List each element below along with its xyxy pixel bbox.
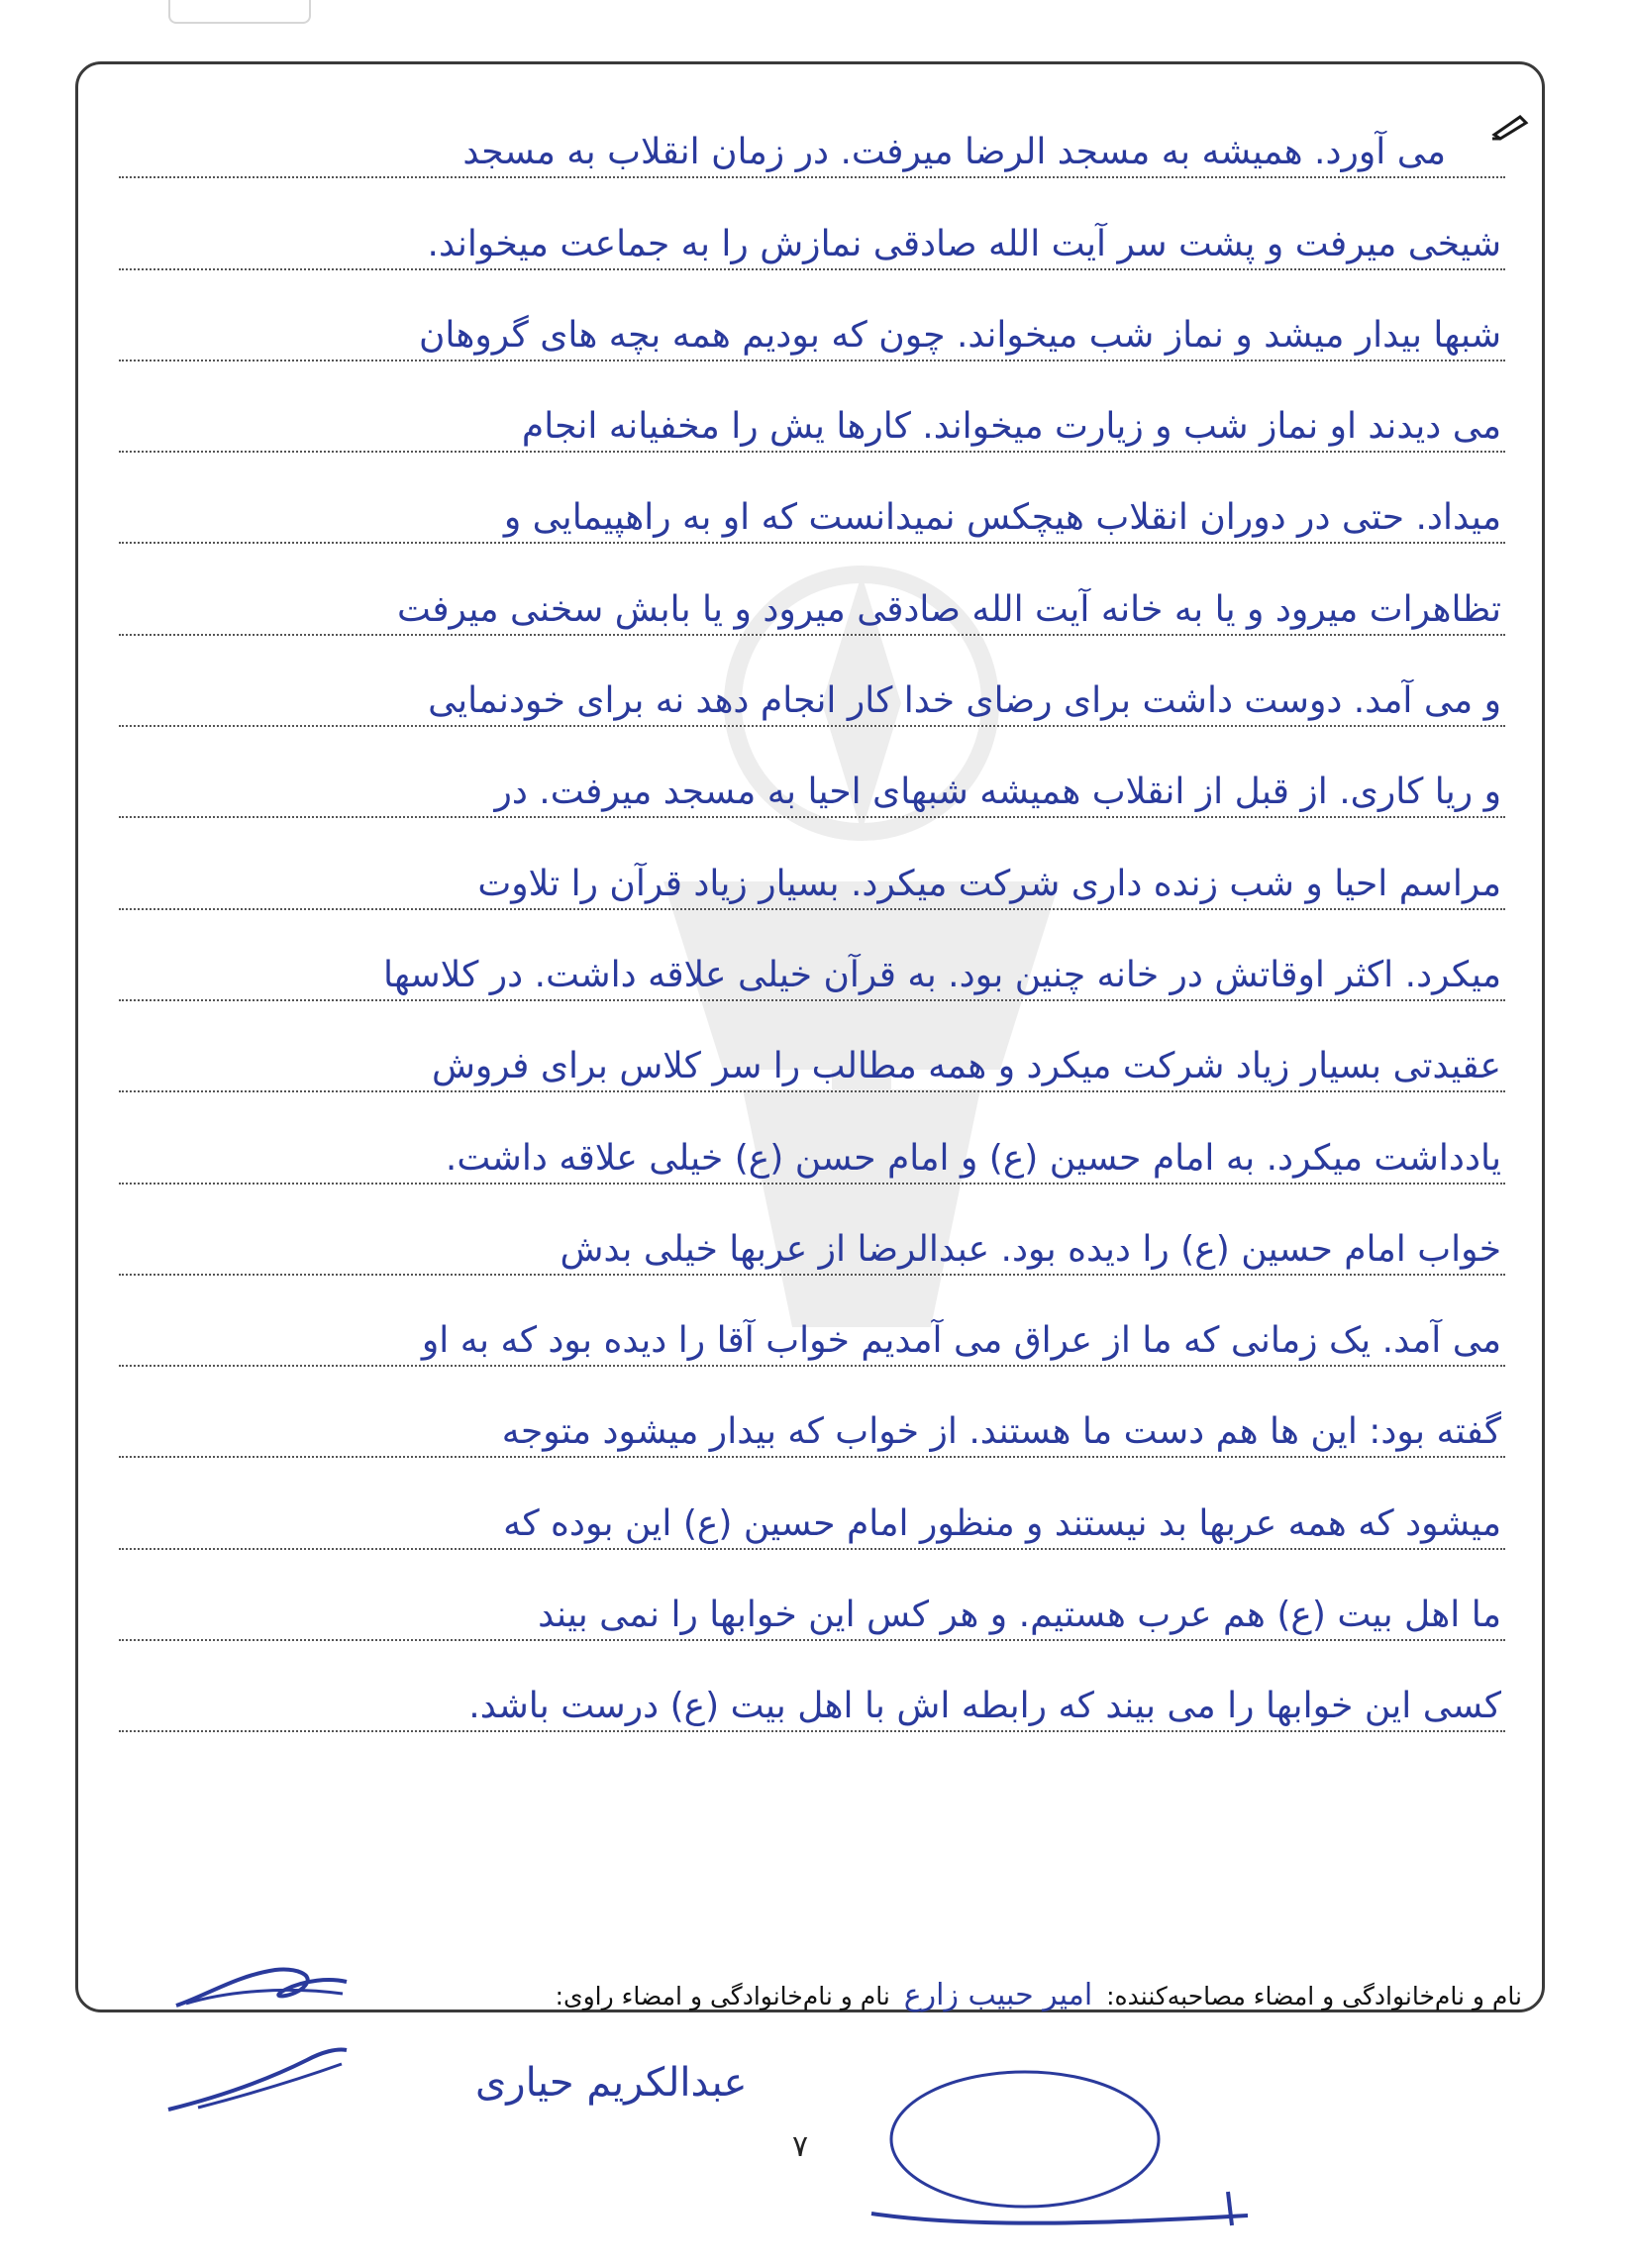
text-line: خواب امام حسین (ع) را دیده بود. عبدالرضا از عربها خیلی بدش bbox=[119, 1206, 1505, 1297]
text-line: میکرد. اکثر اوقاتش در خانه چنین بود. به قرآن خیلی علاقه داشت. در کلاسها bbox=[119, 932, 1505, 1023]
text-line: شیخی میرفت و پشت سر آیت الله صادقی نمازش را به جماعت میخواند. bbox=[119, 200, 1505, 291]
narrator-label: نام و نام‌خانوادگی و امضاء راوی: bbox=[555, 1982, 890, 2010]
text-line: می آورد. همیشه به مسجد الرضا میرفت. در زمان انقلاب به مسجد bbox=[119, 109, 1505, 200]
handwritten-text-area bbox=[119, 109, 1505, 1926]
text-line: و ریا کاری. از قبل از انقلاب همیشه شبهای احیا به مسجد میرفت. در bbox=[119, 749, 1505, 840]
text-line: گفته بود: این ها هم دست ما هستند. از خواب که بیدار میشود متوجه bbox=[119, 1389, 1505, 1480]
text-line: ما اهل بیت (ع) هم عرب هستیم. و هر کس این خوابها را نمی بیند bbox=[119, 1572, 1505, 1663]
text-line: میداد. حتی در دوران انقلاب هیچکس نمیدانست که او به راهپیمایی و bbox=[119, 474, 1505, 566]
text-line: و می آمد. دوست داشت برای رضای خدا کار انجام دهد نه برای خودنمایی bbox=[119, 658, 1505, 749]
interviewer-signature bbox=[158, 2040, 357, 2119]
page-number: ۷ bbox=[792, 2129, 809, 2164]
text-line: میشود که همه عربها بد نیستند و منظور امام حسین (ع) این بوده که bbox=[119, 1480, 1505, 1571]
interviewer-label: نام و نام‌خانوادگی و امضاء مصاحبه‌کننده: bbox=[1106, 1982, 1522, 2010]
text-line: شبها بیدار میشد و نماز شب میخواند. چون که بودیم همه بچه های گروهان bbox=[119, 292, 1505, 383]
text-line: می دیدند او نماز شب و زیارت میخواند. کارها یش را مخفیانه انجام bbox=[119, 383, 1505, 474]
text-line: کسی این خوابها را می بیند که رابطه اش با اهل بیت (ع) درست باشد. bbox=[119, 1663, 1505, 1754]
narrator-handwritten-name: عبدالکریم حیاری bbox=[475, 2060, 748, 2106]
corner-stamp bbox=[168, 0, 311, 24]
interviewer-name: امیر حبیب زارع bbox=[903, 1978, 1093, 2012]
text-line: عقیدتی بسیار زیاد شرکت میکرد و همه مطالب را سر کلاس برای فروش bbox=[119, 1023, 1505, 1114]
text-line: مراسم احیا و شب زنده داری شرکت میکرد. بسیار زیاد قرآن را تلاوت bbox=[119, 840, 1505, 931]
large-signature bbox=[852, 2055, 1277, 2268]
text-line: تظاهرات میرود و یا به خانه آیت الله صادقی میرود و یا بابش سخنی میرفت bbox=[119, 566, 1505, 657]
text-line: یادداشت میکرد. به امام حسین (ع) و امام حسن (ع) خیلی علاقه داشت. bbox=[119, 1114, 1505, 1205]
text-line: می آمد. یک زمانی که ما از عراق می آمدیم خواب آقا را دیده بود که به او bbox=[119, 1297, 1505, 1389]
narrator-signature bbox=[166, 1956, 355, 2015]
